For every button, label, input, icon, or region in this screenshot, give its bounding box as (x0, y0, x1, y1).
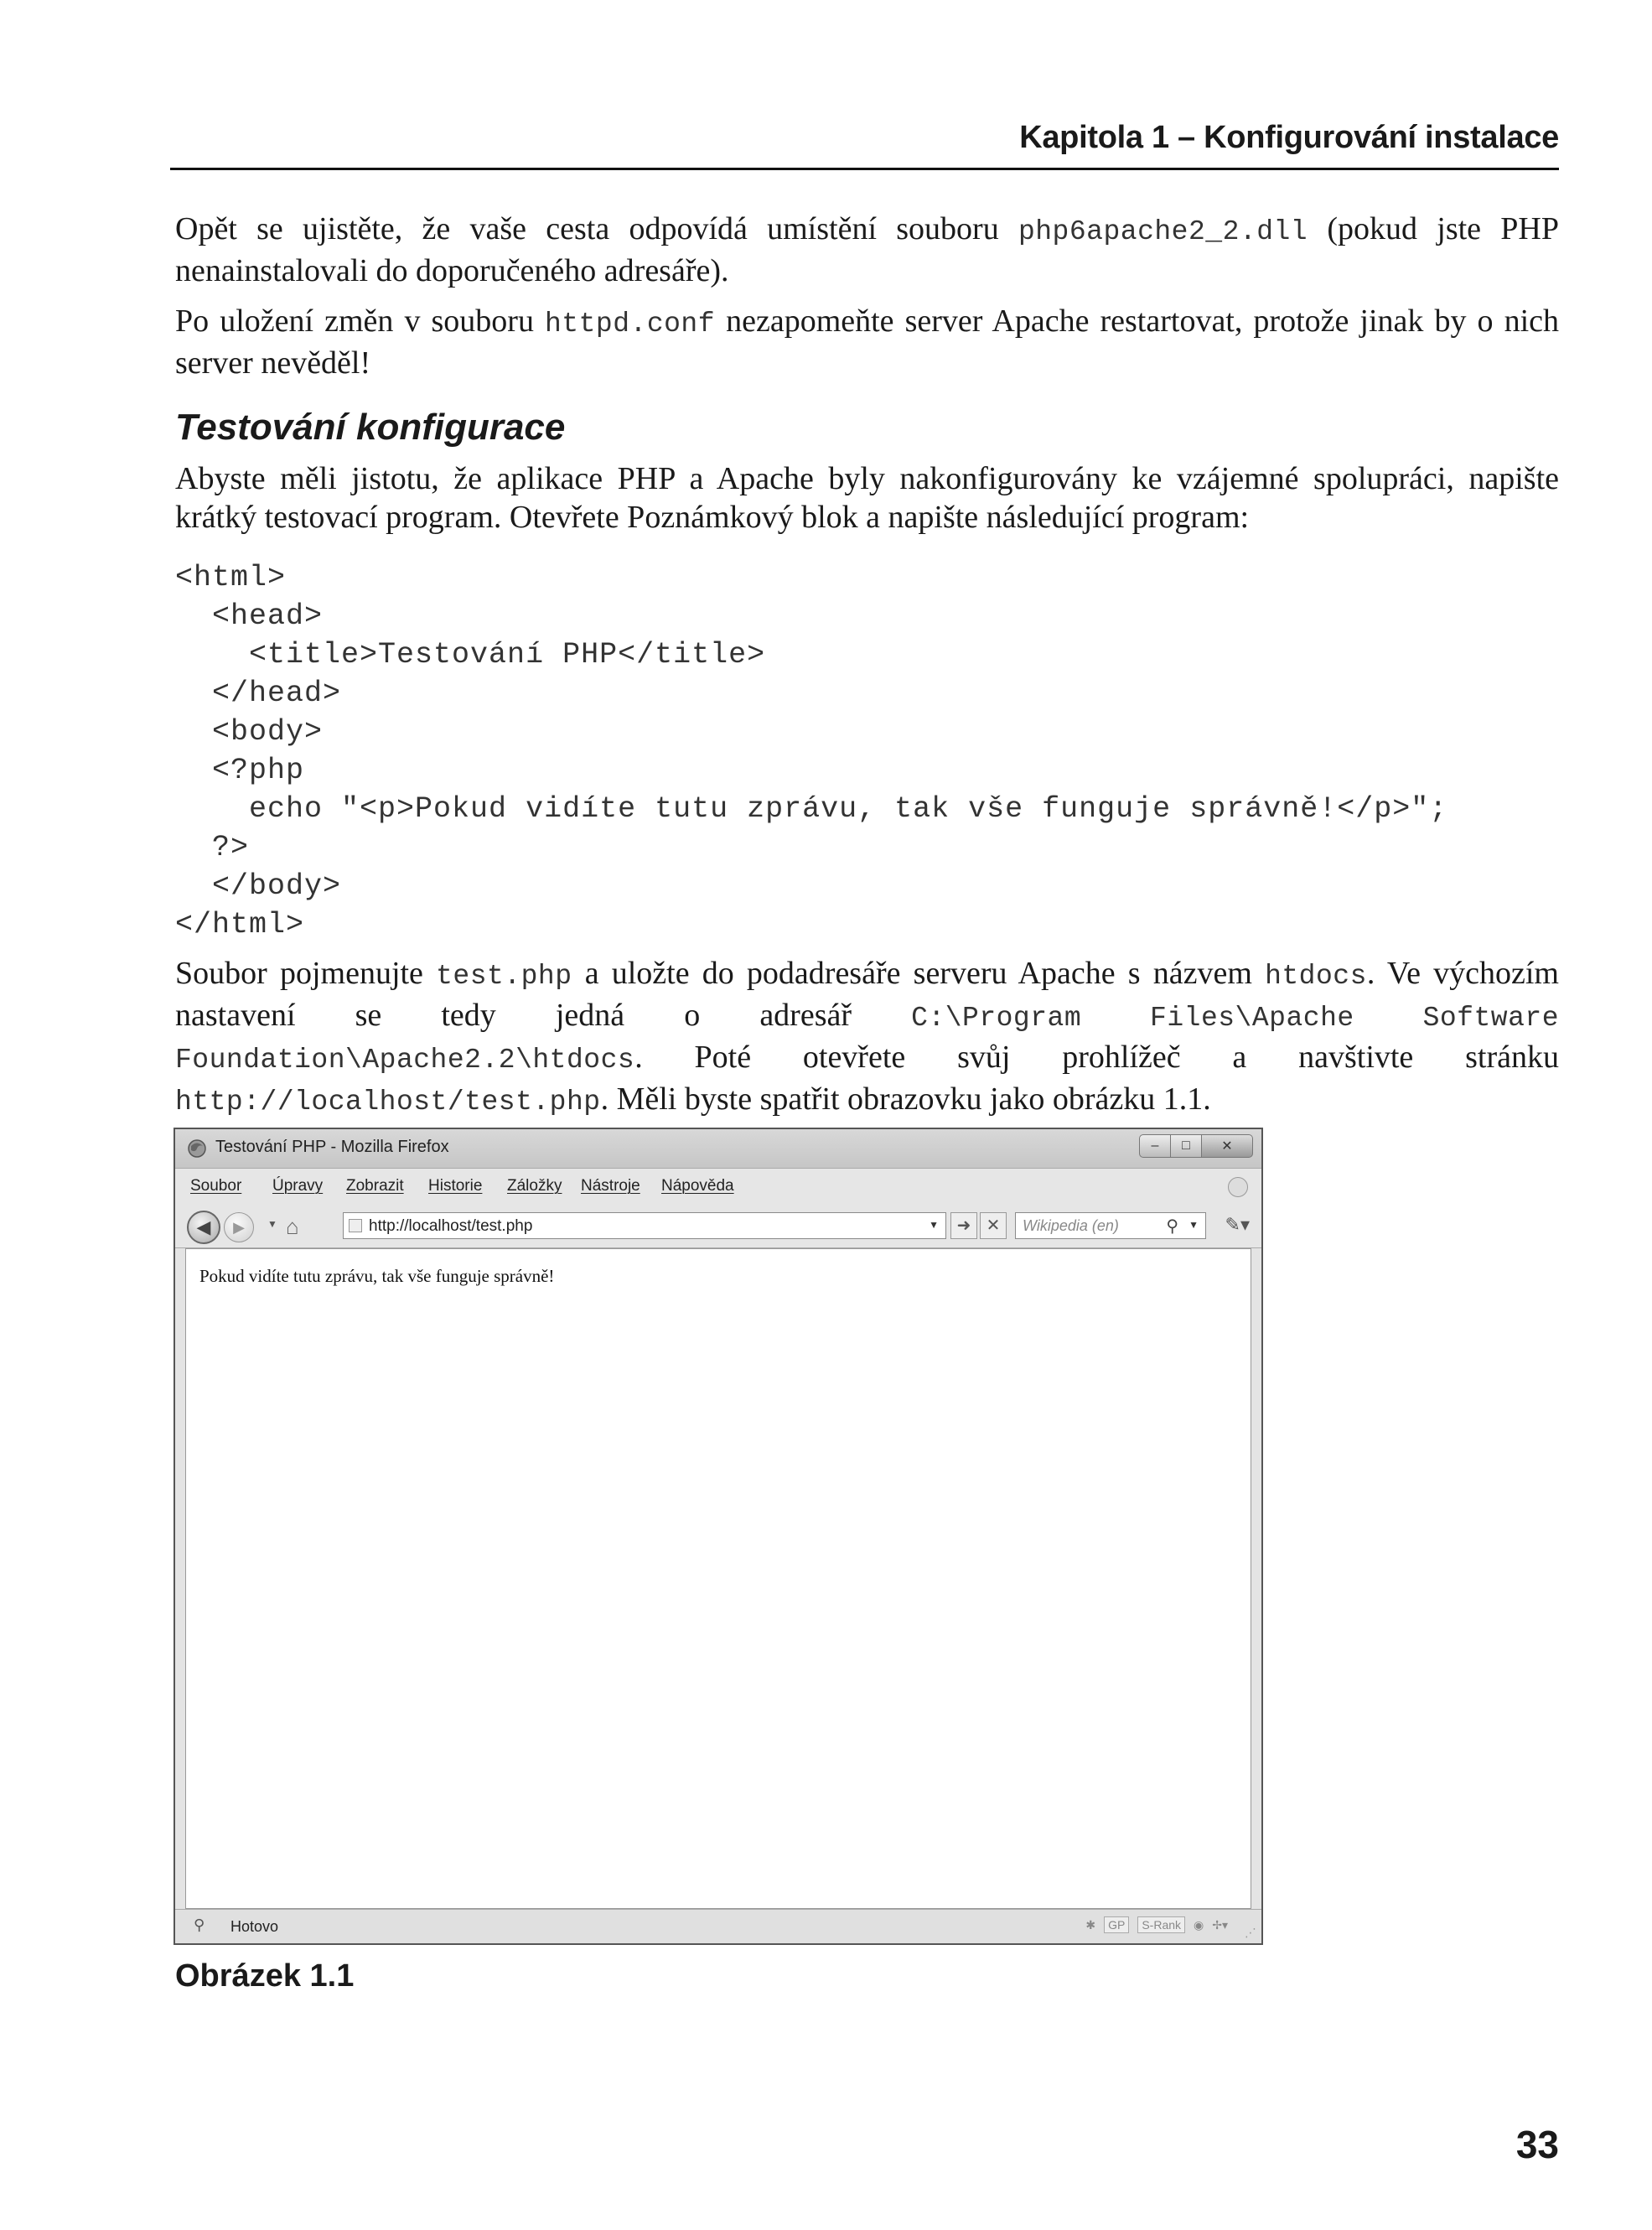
code-line: </head> (175, 677, 342, 710)
home-icon[interactable]: ⌂ (286, 1214, 299, 1239)
inline-code-httpd-conf: httpd.conf (545, 309, 716, 340)
code-line: </body> (175, 869, 342, 903)
code-listing (175, 558, 1447, 944)
firefox-icon (187, 1138, 207, 1159)
menu-upravy[interactable]: Úpravy (272, 1177, 324, 1195)
minimize-button[interactable]: – (1139, 1134, 1171, 1158)
navigation-toolbar (175, 1204, 1261, 1248)
code-line: <html> (175, 561, 287, 594)
paragraph-2: Po uložení změn v souboru httpd.conf nezapomeňte server Apache restartovat, protože jinak by o nich server nevěděl! (175, 303, 1559, 381)
inline-code-htdocs: htdocs (1265, 961, 1367, 992)
code-line: ?> (175, 831, 250, 864)
browser-screenshot (173, 1128, 1263, 1945)
paragraph-4: Soubor pojmenujte test.php a uložte do podadresáře serveru Apache s názvem htdocs. Ve výchozím nastavení se tedy jedná o adresář C:\Program Files\Apache Software Foundation\Apache2.2\htdocs. Poté otevřete svůj prohlížeč a navštivte stránku http://localhost/test.php. Měli byste spatřit obrazovku jako obrázku 1.1. (175, 956, 1559, 1118)
menu-historie[interactable]: Historie (428, 1177, 483, 1195)
section-title: Testování konfigurace (175, 407, 566, 448)
activity-icon (1228, 1177, 1248, 1197)
status-addons (1085, 1916, 1228, 1933)
arrow-right-icon: ▶ (233, 1218, 245, 1236)
menu-napoveda[interactable]: Nápověda (661, 1177, 734, 1195)
page-number: 33 (1515, 2123, 1559, 2166)
arrow-left-icon: ◀ (196, 1216, 211, 1237)
s-rank-badge[interactable]: S-Rank (1137, 1916, 1185, 1933)
window-title: Testování PHP - Mozilla Firefox (215, 1138, 449, 1156)
status-text: Hotovo (230, 1918, 279, 1935)
addon-icon[interactable]: ◉ (1194, 1917, 1204, 1932)
maximize-button[interactable]: □ (1171, 1134, 1202, 1158)
page-icon (349, 1219, 362, 1232)
inline-code-dll: php6apache2_2.dll (1018, 216, 1308, 247)
header-rule (170, 168, 1559, 170)
paragraph-1: Opět se ujistěte, že vaše cesta odpovídá umístění souboru php6apache2_2.dll (pokud jste PHP nenainstalovali do doporučeného adresáře). (175, 211, 1559, 288)
code-line: echo "<p>Pokud vidíte tutu zprávu, tak vše funguje správně!</p>"; (175, 792, 1448, 826)
forward-button[interactable] (224, 1212, 254, 1242)
code-line: <title>Testování PHP</title> (175, 638, 766, 672)
magnifier-icon: ⚲ (194, 1916, 205, 1933)
gp-badge[interactable]: GP (1104, 1916, 1129, 1933)
chevron-down-icon[interactable]: ▼ (929, 1219, 939, 1231)
menu-bar (175, 1169, 1261, 1204)
menu-zalozky[interactable]: Záložky (507, 1177, 562, 1195)
go-button[interactable]: ➜ (950, 1212, 977, 1239)
code-line: <?php (175, 754, 305, 787)
url-bar[interactable] (343, 1212, 946, 1239)
bug-icon[interactable]: ✱ (1085, 1917, 1096, 1932)
search-placeholder[interactable]: Wikipedia (en) (1023, 1217, 1119, 1234)
status-bar (175, 1909, 1261, 1943)
url-text[interactable]: http://localhost/test.php (369, 1217, 533, 1235)
page-text: Pokud vidíte tutu zprávu, tak vše funguje správně! (199, 1266, 555, 1286)
inline-code-test-php: test.php (436, 961, 572, 992)
back-button[interactable] (187, 1211, 220, 1244)
settings-icon[interactable]: ✢▾ (1212, 1917, 1228, 1932)
paragraph-3: Abyste měli jistotu, že aplikace PHP a Apache byly nakonfigurovány ke vzájemné spolupráci, napište krátký testovací program. Otevřete Poznámkový blok a napište následující program: (175, 461, 1559, 535)
running-header: Kapitola 1 – Konfigurování instalace (1019, 120, 1559, 155)
window-titlebar (175, 1129, 1261, 1169)
code-line: <body> (175, 715, 324, 749)
tools-icon[interactable]: ✎▾ (1225, 1214, 1250, 1235)
menu-soubor[interactable]: Soubor (190, 1177, 242, 1195)
stop-button[interactable]: ✕ (980, 1212, 1007, 1239)
resize-grip-icon[interactable]: ⋰ (1245, 1926, 1256, 1939)
page-content (185, 1248, 1251, 1909)
inline-code-path: C:\Program Files\Apache Software Foundation\Apache2.2\htdocs (175, 1003, 1559, 1076)
close-button[interactable]: ✕ (1202, 1134, 1253, 1158)
code-line: </html> (175, 908, 305, 941)
code-line: <head> (175, 599, 324, 633)
search-bar[interactable] (1015, 1212, 1206, 1239)
search-dropdown-icon[interactable]: ▼ (1189, 1219, 1199, 1231)
history-dropdown-icon[interactable]: ▼ (267, 1218, 277, 1230)
search-icon[interactable]: ⚲ (1166, 1217, 1178, 1236)
figure-caption: Obrázek 1.1 (175, 1958, 355, 1994)
menu-zobrazit[interactable]: Zobrazit (346, 1177, 404, 1195)
menu-nastroje[interactable]: Nástroje (581, 1177, 640, 1195)
inline-code-url: http://localhost/test.php (175, 1086, 601, 1118)
window-controls (1139, 1134, 1253, 1158)
